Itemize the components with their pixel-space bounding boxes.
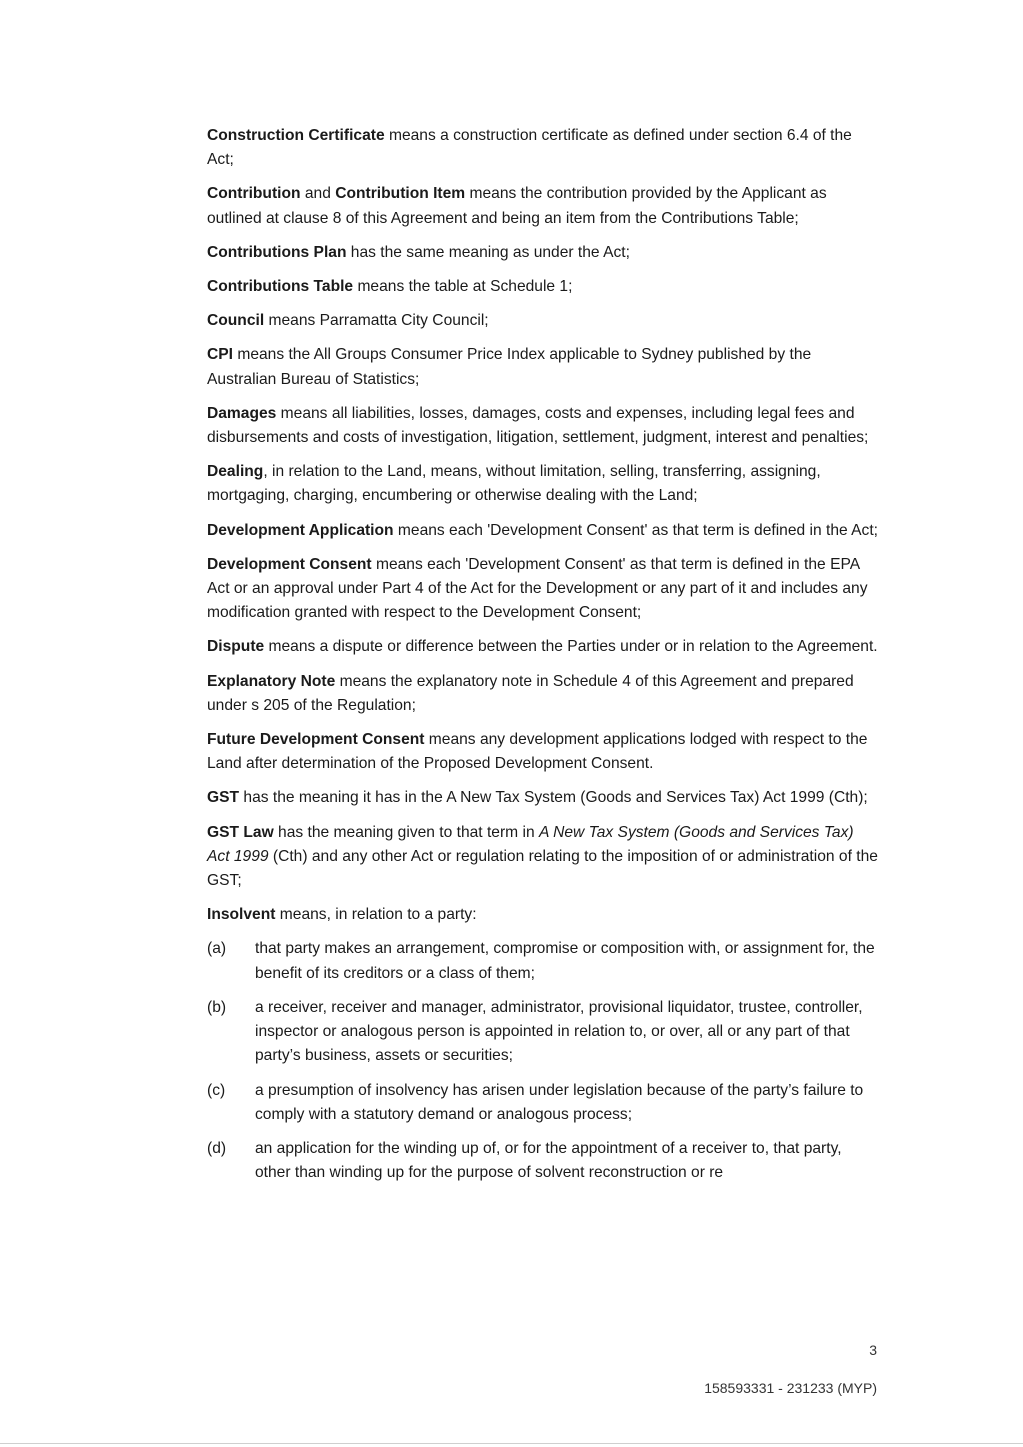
definition-contribution bbox=[207, 182, 879, 230]
definition-term: Insolvent bbox=[207, 906, 276, 924]
definition-text: means any development applications lodged with respect to the Land after determination of the Proposed Development Consent. bbox=[207, 731, 868, 773]
definition-term: Contributions Plan bbox=[207, 243, 347, 261]
definition-term: CPI bbox=[207, 346, 233, 364]
list-label: (d) bbox=[207, 1139, 227, 1157]
definition-connector: and bbox=[300, 185, 336, 203]
definition-text: means each 'Development Consent' as that term is defined in the EPA Act or an approval under Part 4 of the Act for the Development or any part of it and includes any modification granted with respect to the Development Consent; bbox=[207, 555, 868, 622]
definition-dealing bbox=[207, 460, 879, 508]
definition-construction-certificate bbox=[207, 124, 879, 172]
list-text: that party makes an arrangement, compromise or composition with, or assignment for, the benefit of its creditors or a class of them; bbox=[255, 940, 875, 982]
list-label: (b) bbox=[207, 998, 227, 1016]
definition-act-title: A New Tax System (Goods and Services Tax) Act 1999 bbox=[207, 823, 854, 865]
definition-gst-law bbox=[207, 821, 879, 894]
definition-cpi bbox=[207, 343, 879, 391]
definition-term: Development Application bbox=[207, 521, 394, 539]
document-reference: 158593331 - 231233 (MYP) bbox=[704, 1380, 877, 1396]
insolvent-item-c bbox=[207, 1079, 879, 1127]
definition-text: means a construction certificate as defined under section 6.4 of the Act; bbox=[207, 127, 852, 169]
list-label: (a) bbox=[207, 940, 227, 958]
insolvent-item-b bbox=[207, 996, 879, 1069]
definition-term: GST Law bbox=[207, 823, 274, 841]
definition-term: Explanatory Note bbox=[207, 672, 336, 690]
definition-text: has the meaning given to that term in bbox=[273, 823, 539, 841]
definitions-section bbox=[207, 124, 879, 1195]
definition-text: means each 'Development Consent' as that term is defined in the Act; bbox=[393, 521, 879, 539]
definition-term: Contribution bbox=[207, 185, 301, 203]
definition-term-secondary: Contribution Item bbox=[335, 185, 466, 203]
definition-term: Contributions Table bbox=[207, 278, 354, 296]
definition-text: has the meaning it has in the A New Tax System (Goods and Services Tax) Act 1999 (Cth); bbox=[239, 789, 868, 807]
insolvent-item-d bbox=[207, 1137, 879, 1185]
definition-dispute bbox=[207, 635, 879, 659]
definition-text: means a dispute or difference between the Parties under or in relation to the Agreement. bbox=[264, 638, 878, 656]
definition-contributions-table bbox=[207, 275, 879, 299]
page-bottom-divider bbox=[0, 1443, 1023, 1444]
definition-gst bbox=[207, 786, 879, 810]
definition-text: has the same meaning as under the Act; bbox=[346, 243, 630, 261]
definition-term: Development Consent bbox=[207, 555, 372, 573]
definition-contributions-plan bbox=[207, 241, 879, 265]
list-text: an application for the winding up of, or for the appointment of a receiver to, that party, other than winding up for the purpose of solvent reconstruction or re bbox=[255, 1139, 842, 1182]
definition-development-consent bbox=[207, 553, 879, 626]
definition-term: Future Development Consent bbox=[207, 731, 425, 749]
definition-term: Damages bbox=[207, 404, 277, 422]
definition-term: Dealing bbox=[207, 463, 264, 481]
definition-development-application bbox=[207, 519, 879, 543]
definition-text-continued: (Cth) and any other Act or regulation relating to the imposition of or administration of the GST; bbox=[207, 847, 878, 890]
list-text: a presumption of insolvency has arisen under legislation because of the party’s failure to comply with a statutory demand or analogous process; bbox=[255, 1081, 864, 1123]
definition-term: Council bbox=[207, 312, 265, 330]
definition-term: Construction Certificate bbox=[207, 127, 385, 144]
definition-text: means Parramatta City Council; bbox=[264, 312, 489, 330]
definition-term: Dispute bbox=[207, 638, 265, 656]
definition-text: means the contribution provided by the Applicant as outlined at clause 8 of this Agreement and being an item from the Contributions Table; bbox=[207, 185, 827, 227]
definition-term: GST bbox=[207, 789, 240, 807]
definition-future-development-consent bbox=[207, 728, 879, 776]
definition-text: means the All Groups Consumer Price Index applicable to Sydney published by the Australian Bureau of Statistics; bbox=[207, 346, 812, 388]
definition-text: means all liabilities, losses, damages, costs and expenses, including legal fees and disbursements and costs of investigation, litigation, settlement, judgment, interest and penalties; bbox=[207, 404, 869, 447]
page-number: 3 bbox=[869, 1342, 877, 1358]
definition-explanatory-note bbox=[207, 670, 879, 718]
definition-insolvent bbox=[207, 903, 879, 927]
definition-text: means the table at Schedule 1; bbox=[353, 278, 573, 296]
definition-text: , in relation to the Land, means, without limitation, selling, transferring, assigning, mortgaging, charging, encumbering or otherwise dealing with the Land; bbox=[207, 463, 821, 505]
definition-text: means, in relation to a party: bbox=[275, 906, 477, 924]
definition-text: means the explanatory note in Schedule 4 of this Agreement and prepared under s 205 of the Regulation; bbox=[207, 672, 854, 714]
list-text: a receiver, receiver and manager, administrator, provisional liquidator, trustee, controller, inspector or analogous person is appointed in relation to, or over, all or any part of that party’s business, assets or securities; bbox=[255, 998, 863, 1065]
list-label: (c) bbox=[207, 1081, 226, 1099]
definition-council bbox=[207, 309, 879, 333]
insolvent-item-a bbox=[207, 937, 879, 985]
definition-damages bbox=[207, 402, 879, 450]
